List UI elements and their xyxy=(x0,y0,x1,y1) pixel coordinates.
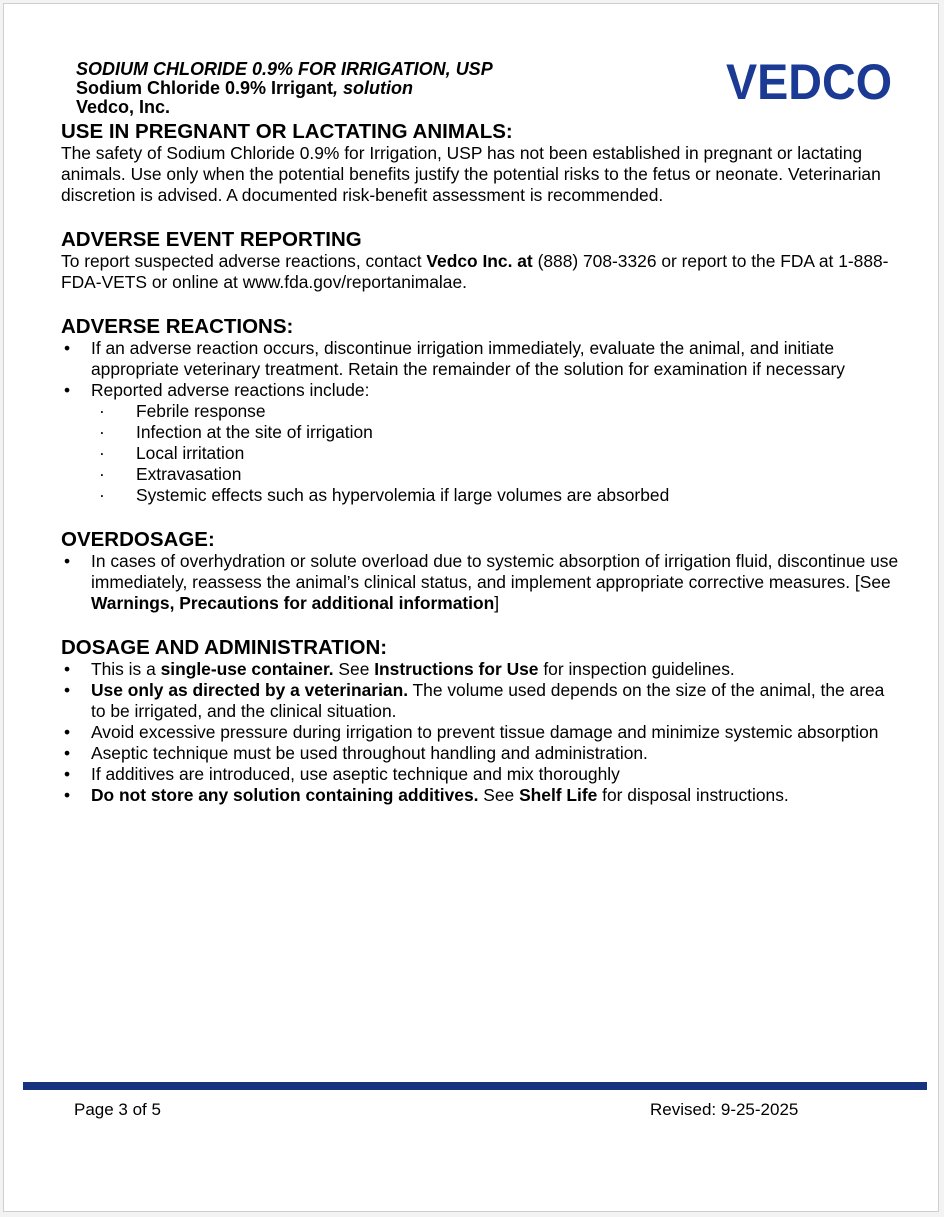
text-run: (888) 708-3326 or report to the FDA at 1-888-FDA-VETS or online at www.fda.gov/reportanimalae. xyxy=(61,251,889,292)
text-run: This is a xyxy=(91,659,161,679)
text-run: In cases of overhydration or solute overload due to systemic absorption of irrigation fluid, discontinue use immediately, reassess the animal’s clinical status, and implement appropriate corrective measures. [See xyxy=(91,551,899,592)
sub-list xyxy=(61,401,901,506)
text-run-bold: Warnings, Precautions for additional information xyxy=(91,593,495,613)
list-item xyxy=(61,551,901,614)
section-heading: ADVERSE EVENT REPORTING xyxy=(61,228,362,251)
text-run-bold: Instructions for Use xyxy=(374,659,539,679)
section-adverse-event-reporting xyxy=(61,228,901,293)
subtitle-main: Sodium Chloride 0.9% Irrigant xyxy=(76,78,334,98)
document-page xyxy=(3,3,939,1212)
text-run: To report suspected adverse reactions, contact xyxy=(61,251,427,271)
logo-text: VEDCO xyxy=(726,58,892,104)
bullet-list xyxy=(61,551,901,614)
text-run-bold: Do not store any solution containing additives. xyxy=(91,785,479,805)
text-run-bold: Vedco Inc. at xyxy=(426,251,533,271)
section-adverse-reactions xyxy=(61,315,901,506)
sub-list-item: · Infection at the site of irrigation xyxy=(61,422,901,443)
section-heading: ADVERSE REACTIONS: xyxy=(61,315,294,338)
subtitle-italic: , solution xyxy=(333,78,414,98)
document-header xyxy=(76,60,493,117)
list-item xyxy=(61,380,901,401)
list-item: • If additives are introduced, use aseptic technique and mix thoroughly xyxy=(61,764,901,785)
list-item: • If an adverse reaction occurs, discontinue irrigation immediately, evaluate the animal, and initiate appropriate veterinary treatment. Retain the remainder of the solution for examination if necessary xyxy=(61,338,901,380)
text-run: The volume used depends on the size of the animal, the area to be irrigated, and the clinical situation. xyxy=(91,680,885,721)
text-run: for disposal instructions. xyxy=(597,785,789,805)
text-run-bold: single-use container. xyxy=(160,659,334,679)
text-run: See xyxy=(333,659,375,679)
vedco-logo-icon xyxy=(726,58,894,104)
section-heading: DOSAGE AND ADMINISTRATION: xyxy=(61,636,388,659)
sub-list-item: · Extravasation xyxy=(61,464,901,485)
section-pregnant-lactating xyxy=(61,120,901,206)
list-item-text: Reported adverse reactions include: xyxy=(91,380,370,400)
revision-date: Revised: 9-25-2025 xyxy=(650,1100,799,1119)
document-body xyxy=(61,120,901,828)
bullet-list xyxy=(61,338,901,401)
sub-list-item: · Systemic effects such as hypervolemia if large volumes are absorbed xyxy=(61,485,901,506)
text-run: ] xyxy=(494,593,500,613)
list-item xyxy=(61,659,901,680)
text-run-bold: Shelf Life xyxy=(519,785,598,805)
sub-list-item: · Local irritation xyxy=(61,443,901,464)
list-item xyxy=(61,785,901,806)
section-heading: USE IN PREGNANT OR LACTATING ANIMALS: xyxy=(61,120,513,143)
product-subtitle xyxy=(76,79,493,98)
text-run: See xyxy=(478,785,520,805)
list-item: • Aseptic technique must be used throughout handling and administration. xyxy=(61,743,901,764)
page-number: Page 3 of 5 xyxy=(74,1100,161,1119)
list-item: • Avoid excessive pressure during irrigation to prevent tissue damage and minimize systemic absorption xyxy=(61,722,901,743)
text-run-bold: Use only as directed by a veterinarian. xyxy=(91,680,409,700)
section-overdosage xyxy=(61,528,901,614)
section-text xyxy=(61,251,901,293)
bullet-list xyxy=(61,659,901,806)
text-run: for inspection guidelines. xyxy=(538,659,735,679)
list-item xyxy=(61,680,901,722)
section-heading: OVERDOSAGE: xyxy=(61,528,215,551)
section-dosage-administration xyxy=(61,636,901,806)
sub-list-item: · Febrile response xyxy=(61,401,901,422)
section-text: The safety of Sodium Chloride 0.9% for Irrigation, USP has not been established in pregnant or lactating animals. Use only when the potential benefits justify the potential risks to the fetus or neonate. Veterinarian discretion is advised. A documented risk-benefit assessment is recommended. xyxy=(61,143,881,205)
company-name: Vedco, Inc. xyxy=(76,97,171,117)
product-title: SODIUM CHLORIDE 0.9% FOR IRRIGATION, USP xyxy=(76,59,493,79)
footer-divider xyxy=(23,1082,927,1090)
